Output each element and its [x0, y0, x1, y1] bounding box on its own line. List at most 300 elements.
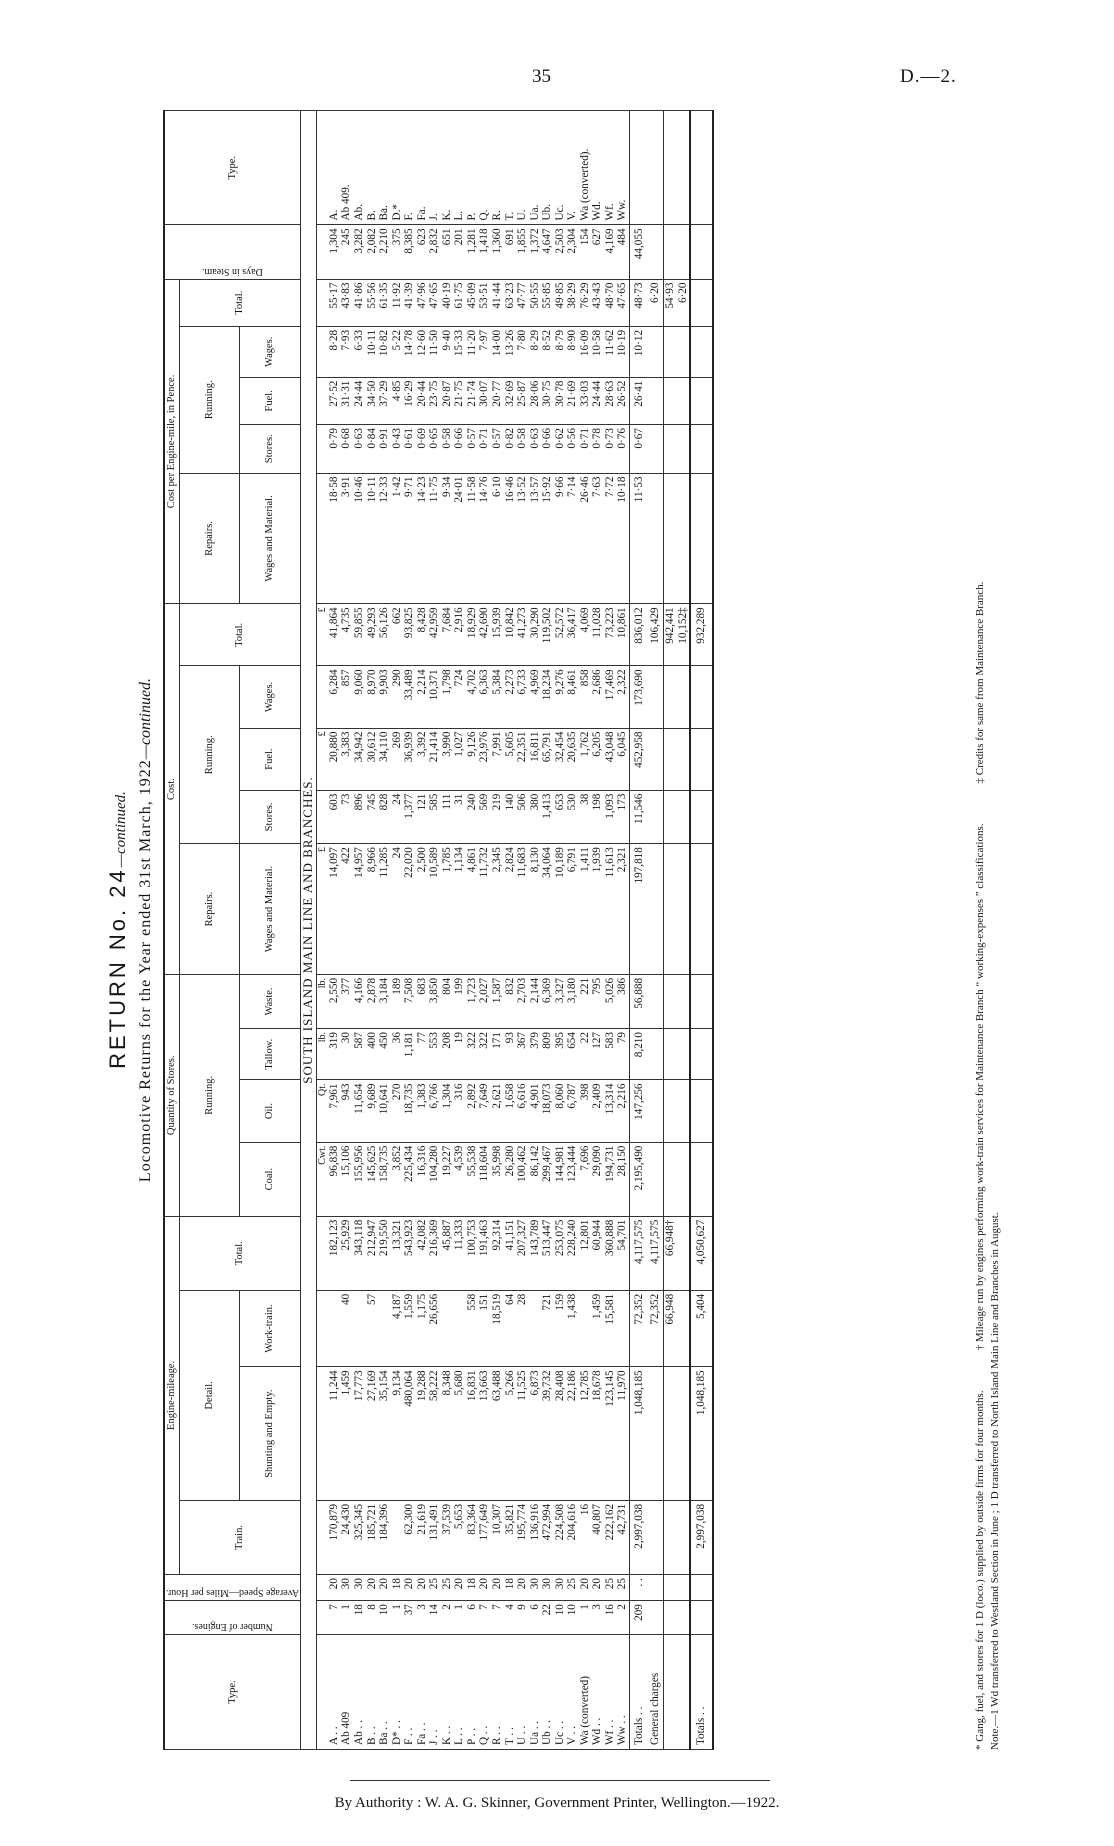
- cell-engines: 7: [328, 1601, 341, 1635]
- cell-coal: 29,090: [591, 1142, 604, 1216]
- cell-shunting: 11,970: [616, 1367, 629, 1501]
- table-row: [604, 111, 617, 1750]
- cell-work: 15,581: [604, 1290, 617, 1367]
- cell-p-total: 41·86: [353, 279, 366, 326]
- cell-type: Ub . .: [541, 1635, 554, 1750]
- cell-work: 5,404: [690, 1290, 713, 1367]
- cell-total: 41,151: [504, 1216, 517, 1290]
- cell-wages: 857: [340, 666, 353, 728]
- cell-p-wages: 5·22: [391, 326, 404, 377]
- cell-engines: 2: [616, 1601, 629, 1635]
- cell-wages: 9,276: [554, 666, 567, 728]
- cell-total: 253,075: [554, 1216, 567, 1290]
- cell-train: 204,616: [566, 1500, 579, 1574]
- cell-p-stores: [677, 425, 691, 474]
- document-reference: D.—2.: [900, 66, 957, 87]
- cell-repairs: 1,939: [591, 844, 604, 975]
- cell-type: K . .: [441, 1635, 454, 1750]
- col-cost-running: Running.: [179, 666, 240, 844]
- cell-p-total: 38·29: [566, 279, 579, 326]
- cell-type: T . .: [504, 1635, 517, 1750]
- cell-p-fuel: 20·44: [416, 377, 429, 424]
- cell-total: 216,369: [428, 1216, 441, 1290]
- cell-fuel: 32,454: [554, 728, 567, 790]
- cell-oil: 2,892: [466, 1080, 479, 1142]
- cell-waste: 804: [441, 974, 454, 1028]
- cell-work: 72,352: [629, 1290, 648, 1367]
- table-row: [677, 111, 691, 1750]
- cell-wages: 858: [579, 666, 592, 728]
- cell-repairs: 2,824: [504, 844, 517, 975]
- cell-oil: 2,409: [591, 1080, 604, 1142]
- cell-days: 8,385: [403, 225, 416, 279]
- unit-oil: Qt.: [316, 1080, 328, 1142]
- cell-oil: 6,616: [516, 1080, 529, 1142]
- cell-train: 136,916: [529, 1500, 542, 1574]
- cell-cost-total: 4,735: [340, 604, 353, 666]
- cell-work: [441, 1290, 454, 1367]
- cell-stores: 111: [441, 790, 454, 844]
- cell-total: 191,463: [478, 1216, 491, 1290]
- cell-work: 1,438: [566, 1290, 579, 1367]
- cell-oil: [664, 1080, 677, 1142]
- cell-coal: 155,956: [353, 1142, 366, 1216]
- cell-p-stores: 0·65: [428, 425, 441, 474]
- cell-p-repairs: 11·58: [466, 473, 479, 604]
- cell-p-repairs: 9·66: [554, 473, 567, 604]
- table-row: [616, 111, 629, 1750]
- cell-speed: 18: [466, 1575, 479, 1601]
- table-row: [428, 111, 441, 1750]
- cell-type-r: Uc.: [554, 111, 567, 225]
- cell-p-wages: 6·33: [353, 326, 366, 377]
- cell-coal: 2,195,490: [629, 1142, 648, 1216]
- cell-p-fuel: 28·63: [604, 377, 617, 424]
- cell-p-stores: 0·62: [554, 425, 567, 474]
- cell-shunting: 39,732: [541, 1367, 554, 1501]
- cell-type-r: Wa (converted).: [579, 111, 592, 225]
- cell-coal: 7,696: [579, 1142, 592, 1216]
- table-row: [591, 111, 604, 1750]
- cell-oil: [690, 1080, 713, 1142]
- cell-p-stores: 0·57: [491, 425, 504, 474]
- cell-p-fuel: 25·87: [516, 377, 529, 424]
- cell-type-r: Ab 409.: [340, 111, 353, 225]
- cell-days: 245: [340, 225, 353, 279]
- cell-work: [353, 1290, 366, 1367]
- cell-wages: 10,371: [428, 666, 441, 728]
- cell-cost-total: 106,429: [649, 604, 664, 666]
- cell-engines: 14: [428, 1601, 441, 1635]
- cell-wages: [690, 666, 713, 728]
- cell-p-wages: 11·20: [466, 326, 479, 377]
- cell-speed: [677, 1575, 691, 1601]
- cell-engines: 3: [416, 1601, 429, 1635]
- cell-oil: 9,689: [366, 1080, 379, 1142]
- cell-days: [690, 225, 713, 279]
- cell-fuel: 3,392: [416, 728, 429, 790]
- cell-speed: 20: [416, 1575, 429, 1601]
- cell-p-fuel: 26·41: [629, 377, 648, 424]
- cell-p-total: 45·09: [466, 279, 479, 326]
- col-pence-running: Running.: [179, 326, 240, 473]
- table-row: [690, 111, 713, 1750]
- cell-work: 18,519: [491, 1290, 504, 1367]
- table-row: [328, 111, 341, 1750]
- return-subtitle: Locomotive Returns for the Year ended 31st March, 1922—continued.: [137, 677, 154, 1183]
- table-row: [491, 111, 504, 1750]
- cell-p-stores: 0·61: [403, 425, 416, 474]
- cell-days: [649, 225, 664, 279]
- cell-type: General charges: [649, 1635, 664, 1750]
- cell-train: 2,997,038: [629, 1500, 648, 1574]
- cell-engines: [649, 1601, 664, 1635]
- cell-p-repairs: 9·71: [403, 473, 416, 604]
- cell-shunting: 58,222: [428, 1367, 441, 1501]
- col-engine-mileage: Engine-mileage.: [164, 1216, 179, 1574]
- cell-type-r: Ba.: [378, 111, 391, 225]
- cell-days: 375: [391, 225, 404, 279]
- cell-train: 35,821: [504, 1500, 517, 1574]
- cell-speed: 25: [428, 1575, 441, 1601]
- cell-coal: 28,150: [616, 1142, 629, 1216]
- cell-engines: 10: [566, 1601, 579, 1635]
- cell-type-r: [649, 111, 664, 225]
- cell-shunting: 16,831: [466, 1367, 479, 1501]
- cell-p-repairs: 24·01: [453, 473, 466, 604]
- cell-waste: 189: [391, 974, 404, 1028]
- cell-stores: 140: [504, 790, 517, 844]
- cell-train: 170,879: [328, 1500, 341, 1574]
- cell-engines: 4: [504, 1601, 517, 1635]
- cell-type: [664, 1635, 677, 1750]
- cell-cost-total: 932,289: [690, 604, 713, 666]
- cell-speed: 25: [616, 1575, 629, 1601]
- cell-speed: 30: [529, 1575, 542, 1601]
- cell-type-r: F.: [403, 111, 416, 225]
- cell-p-stores: 0·63: [529, 425, 542, 474]
- cell-train: 224,508: [554, 1500, 567, 1574]
- cell-waste: 2,144: [529, 974, 542, 1028]
- footnote-asterisk: * Gang, fuel, and stores for 1 D (loco.) supplied by outside firms for four months.: [974, 1390, 986, 1750]
- cell-p-total: 41·44: [491, 279, 504, 326]
- cell-waste: 795: [591, 974, 604, 1028]
- cell-p-wages: 7·80: [516, 326, 529, 377]
- cell-waste: [649, 974, 664, 1028]
- cell-total: 66,948†: [664, 1216, 677, 1290]
- cell-fuel: [677, 728, 691, 790]
- cell-type: Uc . .: [554, 1635, 567, 1750]
- cell-p-repairs: 26·46: [579, 473, 592, 604]
- cell-repairs: [664, 844, 677, 975]
- cell-oil: 147,256: [629, 1080, 648, 1142]
- cell-total: 54,701: [616, 1216, 629, 1290]
- cell-coal: 96,838: [328, 1142, 341, 1216]
- cell-oil: 398: [579, 1080, 592, 1142]
- cell-p-repairs: 16·46: [504, 473, 517, 604]
- cell-p-wages: 7·97: [478, 326, 491, 377]
- cell-p-repairs: 1·42: [391, 473, 404, 604]
- cell-waste: 386: [616, 974, 629, 1028]
- col-work-train: Work-train.: [240, 1290, 301, 1367]
- cell-p-wages: [664, 326, 677, 377]
- cell-repairs: 11,285: [378, 844, 391, 975]
- cell-p-total: 6·20: [677, 279, 691, 326]
- cell-tallow: 809: [541, 1029, 554, 1080]
- cell-oil: 7,961: [328, 1080, 341, 1142]
- cell-stores: 530: [566, 790, 579, 844]
- cell-total: [677, 1216, 691, 1290]
- cell-stores: 569: [478, 790, 491, 844]
- unit-waste: lb.: [316, 974, 328, 1028]
- cell-cost-total: 2,916: [453, 604, 466, 666]
- cell-coal: 16,316: [416, 1142, 429, 1216]
- cell-p-fuel: 32·69: [504, 377, 517, 424]
- cell-p-fuel: 21·74: [466, 377, 479, 424]
- cell-wages: 2,214: [416, 666, 429, 728]
- cell-type-r: D.*: [391, 111, 404, 225]
- cell-p-wages: 9·40: [441, 326, 454, 377]
- cell-speed: 25: [441, 1575, 454, 1601]
- cell-shunting: 5,680: [453, 1367, 466, 1501]
- cell-stores: 198: [591, 790, 604, 844]
- cell-work: 40: [340, 1290, 353, 1367]
- cell-speed: 30: [541, 1575, 554, 1601]
- cell-type-r: V.: [566, 111, 579, 225]
- cell-oil: 6,766: [428, 1080, 441, 1142]
- col-engines: Number of Engines.: [164, 1601, 301, 1635]
- col-shunting: Shunting and Empty.: [240, 1367, 301, 1501]
- table-row: [378, 111, 391, 1750]
- cell-work: 4,187: [391, 1290, 404, 1367]
- cell-days: 651: [441, 225, 454, 279]
- cell-train: 83,364: [466, 1500, 479, 1574]
- cell-p-fuel: 21·69: [566, 377, 579, 424]
- cell-coal: [677, 1142, 691, 1216]
- cell-cost-total: 942,441: [664, 604, 677, 666]
- cell-engines: 8: [366, 1601, 379, 1635]
- cell-total: 25,929: [340, 1216, 353, 1290]
- cell-oil: 1,304: [441, 1080, 454, 1142]
- cell-shunting: 8,348: [441, 1367, 454, 1501]
- cell-p-stores: 0·66: [453, 425, 466, 474]
- cell-coal: 19,227: [441, 1142, 454, 1216]
- cell-wages: [664, 666, 677, 728]
- cell-work: 151: [478, 1290, 491, 1367]
- cell-type: Wa (converted): [579, 1635, 592, 1750]
- cell-days: 2,503: [554, 225, 567, 279]
- cell-type-r: B.: [366, 111, 379, 225]
- cell-engines: 7: [491, 1601, 504, 1635]
- cell-type: Ab . .: [353, 1635, 366, 1750]
- cell-cost-total: 42,959: [428, 604, 441, 666]
- cell-coal: 100,462: [516, 1142, 529, 1216]
- cell-type: L . .: [453, 1635, 466, 1750]
- cell-train: 62,300: [403, 1500, 416, 1574]
- cell-wages: 4,702: [466, 666, 479, 728]
- cell-wages: 8,970: [366, 666, 379, 728]
- cell-p-total: 63·23: [504, 279, 517, 326]
- cell-waste: 3,180: [566, 974, 579, 1028]
- cell-type-r: Q.: [478, 111, 491, 225]
- cell-type-r: Ua.: [529, 111, 542, 225]
- table-row: [554, 111, 567, 1750]
- cell-work: 1,559: [403, 1290, 416, 1367]
- cell-p-wages: 8·79: [554, 326, 567, 377]
- cell-oil: 8,060: [554, 1080, 567, 1142]
- page-number: 35: [532, 66, 551, 87]
- cell-coal: 86,142: [529, 1142, 542, 1216]
- table-row: [453, 111, 466, 1750]
- cell-p-wages: 13·26: [504, 326, 517, 377]
- cell-engines: [677, 1601, 691, 1635]
- cell-repairs: 8,130: [529, 844, 542, 975]
- cell-engines: 2: [441, 1601, 454, 1635]
- cell-cost-total: 8,428: [416, 604, 429, 666]
- cell-wages: [677, 666, 691, 728]
- cell-tallow: 587: [353, 1029, 366, 1080]
- cell-waste: 6,369: [541, 974, 554, 1028]
- cell-p-stores: 0·67: [629, 425, 648, 474]
- cell-waste: 2,703: [516, 974, 529, 1028]
- cell-p-fuel: [690, 377, 713, 424]
- cell-cost-total: 56,126: [378, 604, 391, 666]
- cell-p-stores: 0·43: [391, 425, 404, 474]
- cell-train: 131,491: [428, 1500, 441, 1574]
- cell-p-stores: 0·69: [416, 425, 429, 474]
- col-detail: Detail.: [179, 1290, 240, 1500]
- cell-fuel: 1,762: [579, 728, 592, 790]
- cell-fuel: 452,958: [629, 728, 648, 790]
- locomotive-returns-table: [163, 110, 714, 1750]
- cell-p-wages: 14·78: [403, 326, 416, 377]
- cell-coal: [690, 1142, 713, 1216]
- cell-train: 325,345: [353, 1500, 366, 1574]
- cell-repairs: 422: [340, 844, 353, 975]
- cell-repairs: 34,064: [541, 844, 554, 975]
- cell-shunting: 27,169: [366, 1367, 379, 1501]
- col-oil: Oil.: [240, 1080, 301, 1142]
- cell-p-fuel: 24·44: [353, 377, 366, 424]
- cell-cost-total: 36,417: [566, 604, 579, 666]
- cell-days: 623: [416, 225, 429, 279]
- cell-engines: 37: [403, 1601, 416, 1635]
- cell-coal: 299,467: [541, 1142, 554, 1216]
- cell-stores: 219: [491, 790, 504, 844]
- cell-p-fuel: 16·29: [403, 377, 416, 424]
- cell-coal: 225,434: [403, 1142, 416, 1216]
- cell-repairs: 197,818: [629, 844, 648, 975]
- cell-shunting: 9,134: [391, 1367, 404, 1501]
- cell-p-total: 53·51: [478, 279, 491, 326]
- cell-stores: [664, 790, 677, 844]
- table-row: [340, 111, 353, 1750]
- unit-coal: Cwt.: [316, 1142, 328, 1216]
- cell-stores: 585: [428, 790, 441, 844]
- cell-tallow: 553: [428, 1029, 441, 1080]
- cell-wages: 2,322: [616, 666, 629, 728]
- cell-p-stores: 0·71: [579, 425, 592, 474]
- cell-coal: 26,280: [504, 1142, 517, 1216]
- cell-tallow: 77: [416, 1029, 429, 1080]
- cell-total: 343,118: [353, 1216, 366, 1290]
- cell-stores: 1,377: [403, 790, 416, 844]
- cell-tallow: 322: [466, 1029, 479, 1080]
- cell-train: 184,396: [378, 1500, 391, 1574]
- table-row: [566, 111, 579, 1750]
- col-pence-stores: Stores.: [240, 425, 301, 474]
- cell-waste: 2,027: [478, 974, 491, 1028]
- cell-type-r: J.: [428, 111, 441, 225]
- cell-train: 24,430: [340, 1500, 353, 1574]
- cell-oil: 6,787: [566, 1080, 579, 1142]
- cell-p-stores: 0·79: [328, 425, 341, 474]
- cell-p-repairs: 14·23: [416, 473, 429, 604]
- cell-engines: 1: [391, 1601, 404, 1635]
- cell-p-repairs: 6·10: [491, 473, 504, 604]
- cell-train: 472,994: [541, 1500, 554, 1574]
- cell-repairs: 10,189: [554, 844, 567, 975]
- cell-fuel: 36,939: [403, 728, 416, 790]
- cell-repairs: 22,020: [403, 844, 416, 975]
- cell-stores: 506: [516, 790, 529, 844]
- cell-type: Wf . .: [604, 1635, 617, 1750]
- cell-waste: 377: [340, 974, 353, 1028]
- col-cost-wages-material: Wages and Material.: [240, 844, 301, 975]
- cell-p-stores: 0·84: [366, 425, 379, 474]
- cell-total: 228,240: [566, 1216, 579, 1290]
- cell-cost-total: 836,012: [629, 604, 648, 666]
- cell-train: 10,307: [491, 1500, 504, 1574]
- cell-tallow: 208: [441, 1029, 454, 1080]
- cell-days: 201: [453, 225, 466, 279]
- cell-repairs: 11,683: [516, 844, 529, 975]
- cell-p-total: 43·83: [340, 279, 353, 326]
- cell-engines: 7: [478, 1601, 491, 1635]
- cell-shunting: 11,525: [516, 1367, 529, 1501]
- cell-coal: 194,731: [604, 1142, 617, 1216]
- cell-days: 44,055: [629, 225, 648, 279]
- cell-repairs: 10,589: [428, 844, 441, 975]
- cell-p-total: 55·85: [541, 279, 554, 326]
- col-coal: Coal.: [240, 1142, 301, 1216]
- col-cost: Cost.: [164, 604, 179, 975]
- cell-shunting: [649, 1367, 664, 1501]
- cell-p-repairs: 13·57: [529, 473, 542, 604]
- cell-waste: 3,327: [554, 974, 567, 1028]
- cell-work: [529, 1290, 542, 1367]
- cell-cost-total: 15,939: [491, 604, 504, 666]
- cell-shunting: 6,873: [529, 1367, 542, 1501]
- cell-total: 42,082: [416, 1216, 429, 1290]
- cell-p-fuel: 27·52: [328, 377, 341, 424]
- cell-coal: 35,998: [491, 1142, 504, 1216]
- cell-fuel: 23,976: [478, 728, 491, 790]
- cell-waste: [677, 974, 691, 1028]
- cell-stores: [677, 790, 691, 844]
- cell-stores: 1,093: [604, 790, 617, 844]
- cell-tallow: 30: [340, 1029, 353, 1080]
- cell-shunting: 1,048,185: [629, 1367, 648, 1501]
- cell-stores: [690, 790, 713, 844]
- cell-type-r: T.: [504, 111, 517, 225]
- cell-p-total: 47·65: [428, 279, 441, 326]
- cell-shunting: 13,663: [478, 1367, 491, 1501]
- cell-type: A . .: [328, 1635, 341, 1750]
- cell-p-repairs: 14·76: [478, 473, 491, 604]
- cell-total: 4,050,627: [690, 1216, 713, 1290]
- cell-wages: 1,798: [441, 666, 454, 728]
